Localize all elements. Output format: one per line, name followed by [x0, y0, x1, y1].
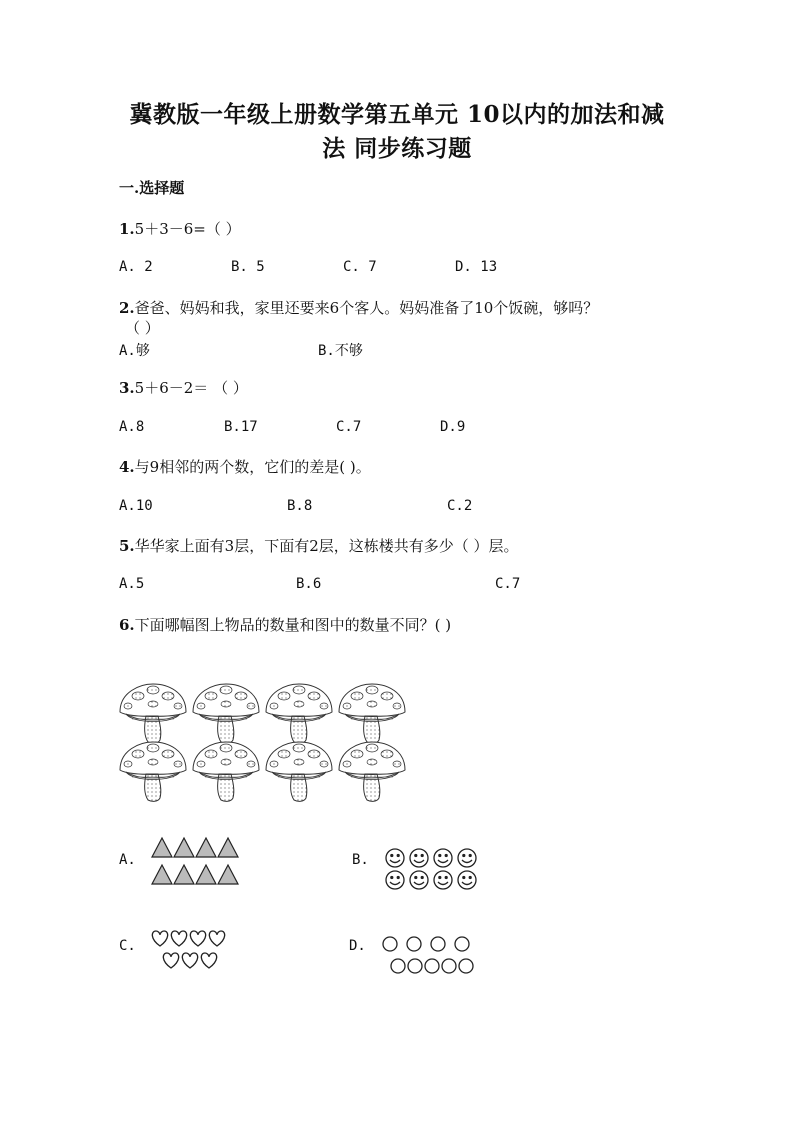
triangle-icon	[218, 865, 238, 884]
circle-icon	[383, 937, 397, 951]
smiley-group	[383, 847, 483, 892]
mushroom-icon	[339, 684, 405, 743]
question-number: 6.	[119, 616, 135, 634]
question-text: 与9相邻的两个数，它们的差是( )。	[134, 458, 371, 476]
circle-icon	[455, 937, 469, 951]
heart-group	[150, 928, 240, 973]
smiley-icon	[386, 849, 404, 867]
q6-option-b[interactable]: B.	[352, 852, 369, 868]
question-2	[119, 297, 598, 318]
circle-icon	[431, 937, 445, 951]
triangle-icon	[152, 838, 172, 857]
mushroom-figure	[118, 684, 418, 804]
heart-icon	[163, 953, 178, 968]
triangle-icon	[152, 865, 172, 884]
mushroom-icon	[339, 742, 405, 801]
circle-icon	[408, 959, 422, 973]
question-number: 1.	[119, 220, 135, 238]
q5-option-b[interactable]: B.6	[296, 576, 322, 592]
heart-icon	[152, 931, 167, 946]
smiley-icon	[458, 849, 476, 867]
page-title-line-2: 法 同步练习题	[322, 135, 472, 162]
heart-icon	[209, 931, 224, 946]
heart-icon	[171, 931, 186, 946]
question-number: 3.	[119, 379, 135, 397]
mushroom-icon	[120, 742, 186, 801]
question-number: 2.	[119, 299, 135, 317]
circle-icon	[442, 959, 456, 973]
q6-option-d[interactable]: D.	[349, 938, 366, 954]
q1-option-d[interactable]: D. 13	[455, 259, 498, 275]
q2-option-a[interactable]: A.够	[119, 343, 150, 359]
q6-option-a[interactable]: A.	[119, 852, 136, 868]
q3-option-c[interactable]: C.7	[336, 419, 362, 435]
triangle-group	[150, 836, 250, 891]
question-1	[119, 218, 241, 239]
circle-icon	[407, 937, 421, 951]
triangle-icon	[196, 838, 216, 857]
question-number: 4.	[119, 458, 135, 476]
question-6	[119, 614, 451, 635]
question-4	[119, 456, 371, 477]
question-3	[119, 377, 248, 398]
smiley-icon	[386, 871, 404, 889]
q2-option-b[interactable]: B.不够	[318, 343, 363, 359]
q1-option-b[interactable]: B. 5	[231, 259, 265, 275]
mushroom-icon	[266, 742, 332, 801]
q3-option-a[interactable]: A.8	[119, 419, 145, 435]
question-5	[119, 535, 519, 556]
heart-icon	[190, 931, 205, 946]
circle-icon	[425, 959, 439, 973]
question-text: 5＋6－2＝ （ ）	[134, 379, 248, 397]
mushroom-icon	[193, 742, 259, 801]
question-number: 5.	[119, 537, 135, 555]
q1-option-c[interactable]: C. 7	[343, 259, 377, 275]
smiley-icon	[458, 871, 476, 889]
mushroom-icon	[193, 684, 259, 743]
q5-option-a[interactable]: A.5	[119, 576, 145, 592]
q4-option-b[interactable]: B.8	[287, 498, 313, 514]
question-text: 下面哪幅图上物品的数量和图中的数量不同？( )	[134, 616, 452, 634]
triangle-icon	[218, 838, 238, 857]
circle-group	[380, 934, 480, 979]
triangle-icon	[174, 865, 194, 884]
q4-option-c[interactable]: C.2	[447, 498, 473, 514]
smiley-icon	[434, 871, 452, 889]
circle-icon	[459, 959, 473, 973]
q5-option-c[interactable]: C.7	[495, 576, 521, 592]
smiley-icon	[410, 871, 428, 889]
question-text: 爸爸、妈妈和我，家里还要来6个客人。妈妈准备了10个饭碗，够吗？	[134, 299, 599, 317]
smiley-icon	[434, 849, 452, 867]
mushroom-icon	[120, 684, 186, 743]
q4-option-a[interactable]: A.10	[119, 498, 153, 514]
question-text: 5＋3－6=（ ）	[134, 220, 241, 238]
smiley-icon	[410, 849, 428, 867]
q3-option-b[interactable]: B.17	[224, 419, 258, 435]
circle-icon	[391, 959, 405, 973]
q1-option-a[interactable]: A. 2	[119, 259, 153, 275]
triangle-icon	[174, 838, 194, 857]
q6-option-c[interactable]: C.	[119, 938, 136, 954]
page-title-line-1: 冀教版一年级上册数学第五单元 10以内的加法和减	[129, 101, 665, 128]
section-heading: 一.选择题	[119, 179, 185, 197]
question-text: 华华家上面有3层，下面有2层，这栋楼共有多少（ ）层。	[134, 537, 519, 555]
answer-paren: （ ）	[125, 319, 160, 337]
triangle-icon	[196, 865, 216, 884]
heart-icon	[182, 953, 197, 968]
q3-option-d[interactable]: D.9	[440, 419, 466, 435]
heart-icon	[201, 953, 216, 968]
mushroom-icon	[266, 684, 332, 743]
